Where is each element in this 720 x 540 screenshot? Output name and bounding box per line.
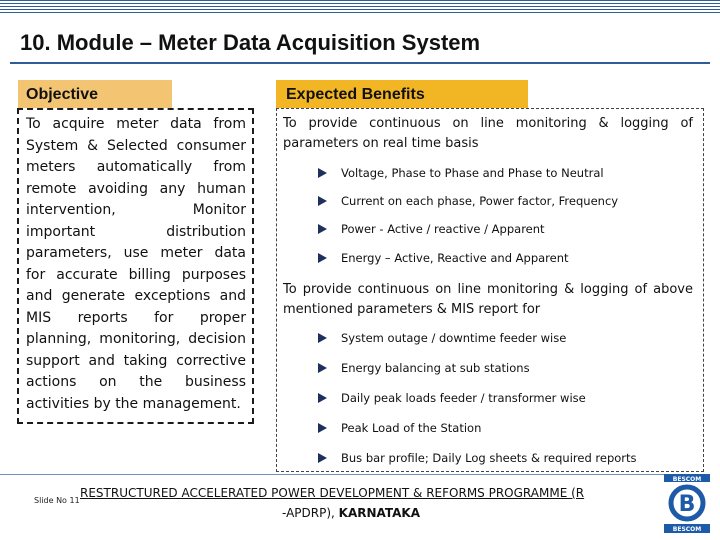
arrow-bullet-icon (318, 453, 327, 463)
benefits-heading: Expected Benefits (276, 80, 528, 108)
header-stripes (0, 0, 720, 14)
footer-state-name: KARNATAKA (338, 506, 420, 520)
arrow-bullet-icon (318, 196, 327, 206)
benefits-intro-1: To provide continuous on line monitoring & logging of parameters on real time basis (283, 116, 693, 151)
list-item (318, 451, 637, 465)
list-item-label: Bus bar profile; Daily Log sheets & required reports (341, 451, 637, 465)
logo-top-text: BESCOM (672, 476, 702, 483)
list-item (318, 391, 586, 405)
logo-bottom-text: BESCOM (672, 526, 702, 533)
list-item-label: Peak Load of the Station (341, 421, 482, 435)
footer-divider (0, 474, 670, 475)
arrow-bullet-icon (318, 253, 327, 263)
list-item-label: Energy balancing at sub stations (341, 361, 530, 375)
objective-heading: Objective (18, 80, 172, 108)
footer-subtitle-prefix: -APDRP), (282, 506, 339, 520)
slide-number: Slide No 11 (34, 496, 80, 505)
arrow-bullet-icon (318, 333, 327, 343)
list-item-label: Energy – Active, Reactive and Apparent (341, 251, 569, 265)
list-item-label: Current on each phase, Power factor, Frequency (341, 194, 619, 208)
footer-program-subtitle (282, 506, 420, 520)
footer-program-title: RESTRUCTURED ACCELERATED POWER DEVELOPMENT & REFORMS PROGRAMME (R (80, 486, 585, 500)
list-item-label: System outage / downtime feeder wise (341, 331, 567, 345)
list-item (318, 166, 604, 180)
arrow-bullet-icon (318, 224, 327, 234)
bescom-logo (656, 470, 716, 536)
list-item (318, 194, 618, 208)
title-divider (10, 62, 710, 64)
list-item-label: Voltage, Phase to Phase and Phase to Neutral (341, 166, 604, 180)
list-item-label: Power - Active / reactive / Apparent (341, 222, 545, 236)
arrow-bullet-icon (318, 168, 327, 178)
list-item (318, 361, 530, 375)
arrow-bullet-icon (318, 423, 327, 433)
list-item (318, 421, 481, 435)
list-item (318, 222, 545, 236)
benefits-intro-2: To provide continuous on line monitoring & logging of above mentioned parameters & MIS report for (283, 282, 693, 317)
slide-title: 10. Module – Meter Data Acquisition System (20, 30, 481, 55)
arrow-bullet-icon (318, 363, 327, 373)
list-item-label: Daily peak loads feeder / transformer wise (341, 391, 586, 405)
list-item (318, 331, 566, 345)
objective-text: To acquire meter data from System & Selected consumer meters automatically from remote avoiding any human intervention, Monitor important distribution parameters, use meter data for accurate billing purposes and generate exceptions and MIS reports for proper planning, monitoring, decision support and taking corrective actions on the business activities by the management. (26, 116, 246, 412)
arrow-bullet-icon (318, 393, 327, 403)
logo-letter: B (678, 492, 696, 517)
list-item (318, 251, 569, 265)
